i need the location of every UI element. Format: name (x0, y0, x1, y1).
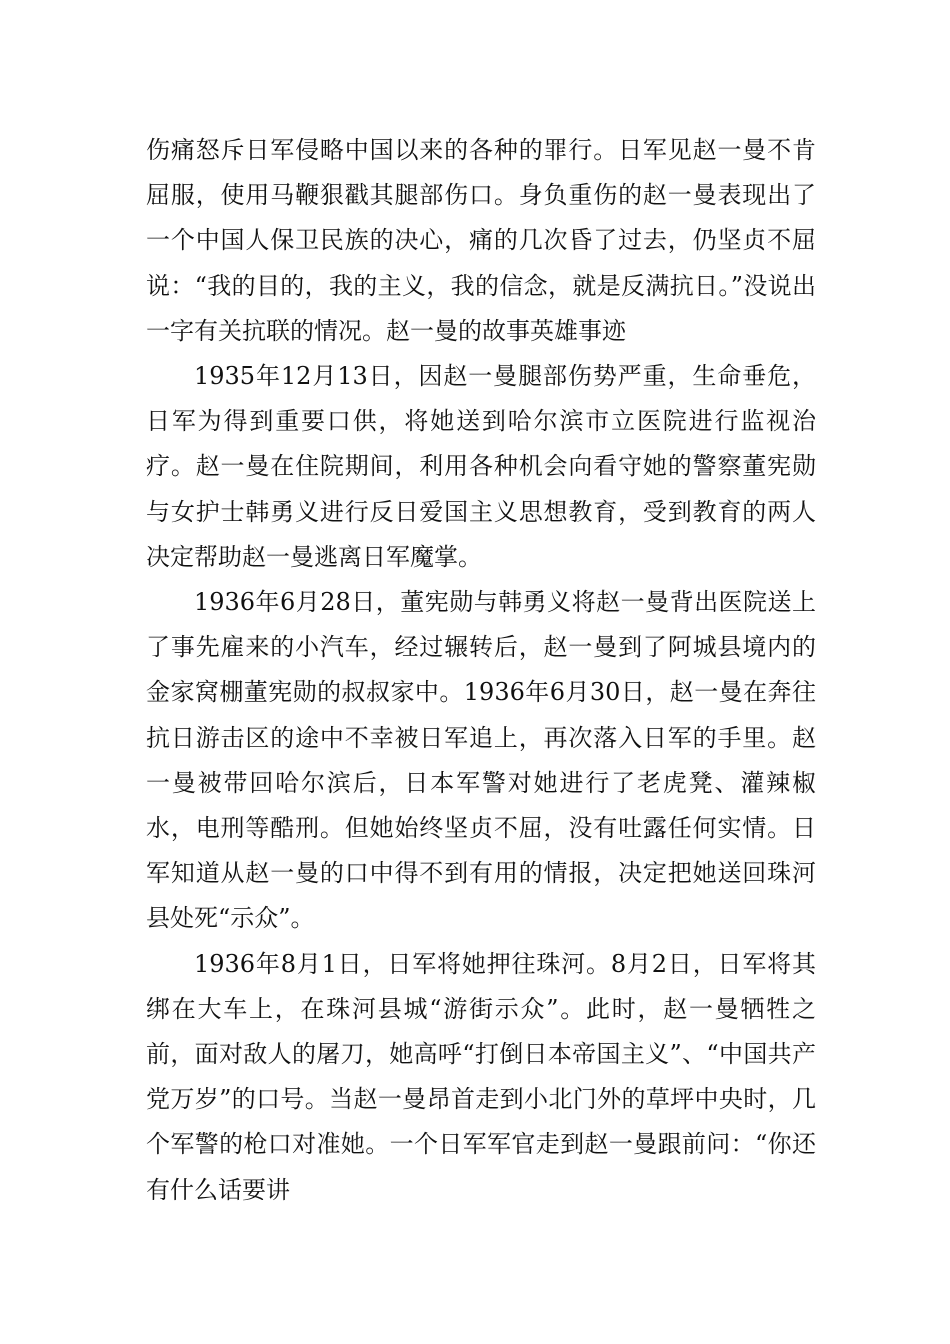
paragraph-4: 1936年8月1日，日军将她押往珠河。8月2日，日军将其绑在大车上，在珠河县城“游街示众”。此时，赵一曼牺牲之前，面对敌人的屠刀，她高呼“打倒日本帝国主义”、“中国共产党万岁”的口号。当赵一曼昂首走到小北门外的草坪中央时，几个军警的枪口对准她。一个日军军官走到赵一曼跟前问：“你还有什么话要讲 (146, 949, 816, 1204)
paragraph-1: 伤痛怒斥日军侵略中国以来的各种的罪行。日军见赵一曼不肯屈服，使用马鞭狠戳其腿部伤口。身负重伤的赵一曼表现出了一个中国人保卫民族的决心，痛的几次昏了过去，仍坚贞不屈说：“我的目的，我的主义，我的信念，就是反满抗日。”没说出一字有关抗联的情况。赵一曼的故事英雄事迹 (146, 136, 816, 345)
paragraph-2: 1935年12月13日，因赵一曼腿部伤势严重，生命垂危，日军为得到重要口供，将她送到哈尔滨市立医院进行监视治疗。赵一曼在住院期间，利用各种机会向看守她的警察董宪勋与女护士韩勇义进行反日爱国主义思想教育，受到教育的两人决定帮助赵一曼逃离日军魔掌。 (146, 362, 816, 571)
document-body (146, 128, 816, 1213)
paragraph-3: 1936年6月28日，董宪勋与韩勇义将赵一曼背出医院送上了事先雇来的小汽车，经过辗转后，赵一曼到了阿城县境内的金家窝棚董宪勋的叔叔家中。1936年6月30日，赵一曼在奔往抗日游击区的途中不幸被日军追上，再次落入日军的手里。赵一曼被带回哈尔滨后，日本军警对她进行了老虎凳、灌辣椒水，电刑等酷刑。但她始终坚贞不屈，没有吐露任何实情。日军知道从赵一曼的口中得不到有用的情报，决定把她送回珠河县处死“示众”。 (146, 588, 816, 933)
